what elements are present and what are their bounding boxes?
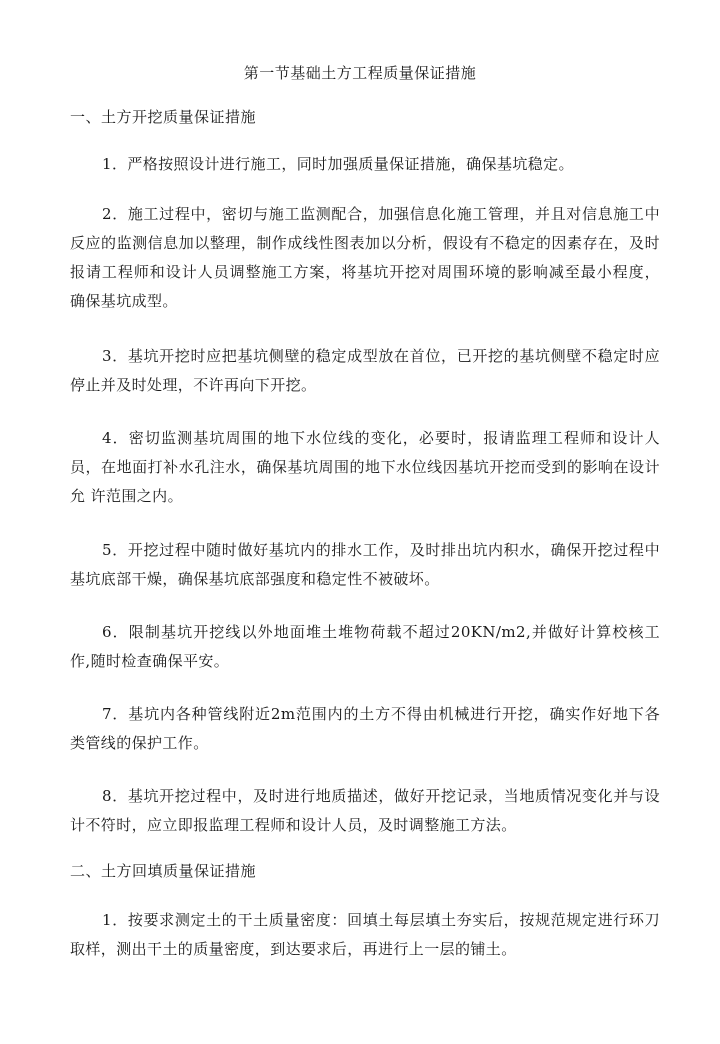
paragraph-excavation-4: 4．密切监测基坑周围的地下水位线的变化，必要时，报请监理工程师和设计人员，在地面打补水孔注水，确保基坑周围的地下水位线因基坑开挖而受到的影响在设计允 许范围之内。 (70, 429, 660, 505)
paragraph-excavation-6: 6．限制基坑开挖线以外地面堆土堆物荷载不超过20KN/m2,并做好计算校核工 作,随时检查确保平安。 (70, 623, 660, 670)
paragraph-excavation-1: 1．严格按照设计进行施工，同时加强质量保证措施，确保基坑稳定。 (102, 155, 574, 173)
paragraph-excavation-5: 5．开挖过程中随时做好基坑内的排水工作，及时排出坑内积水，确保开挖过程中 基坑底部干燥，确保基坑底部强度和稳定性不被破坏。 (70, 541, 660, 588)
paragraph-excavation-7: 7．基坑内各种管线附近2m范围内的土方不得由机械进行开挖，确实作好地下各 类管线的保护工作。 (70, 705, 660, 752)
paragraph-excavation-2: 2．施工过程中，密切与施工监测配合，加强信息化施工管理，并且对信息施工中 反应的监测信息加以整理，制作成线性图表加以分析，假设有不稳定的因素存在，及时 报请工程师和设计人员调整施工方案，将基坑开挖对周围环境的影响减至最小程度， 确保基坑成型。 (70, 205, 660, 310)
paragraph-backfill-1: 1．按要求测定土的干土质量密度：回填土每层填土夯实后，按规范规定进行环刀 取样，测出干土的质量密度，到达要求后，再进行上一层的铺土。 (70, 911, 660, 958)
section-heading-backfill: 二、土方回填质量保证措施 (70, 862, 257, 880)
page-title: 第一节基础土方工程质量保证措施 (243, 64, 477, 82)
paragraph-excavation-3: 3．基坑开挖时应把基坑侧壁的稳定成型放在首位，已开挖的基坑侧壁不稳定时应 停止并及时处理，不许再向下开挖。 (70, 347, 660, 394)
paragraph-excavation-8: 8．基坑开挖过程中，及时进行地质描述，做好开挖记录，当地质情况变化并与设 计不符时，应立即报监理工程师和设计人员，及时调整施工方法。 (70, 787, 660, 834)
section-heading-excavation: 一、土方开挖质量保证措施 (70, 108, 257, 126)
